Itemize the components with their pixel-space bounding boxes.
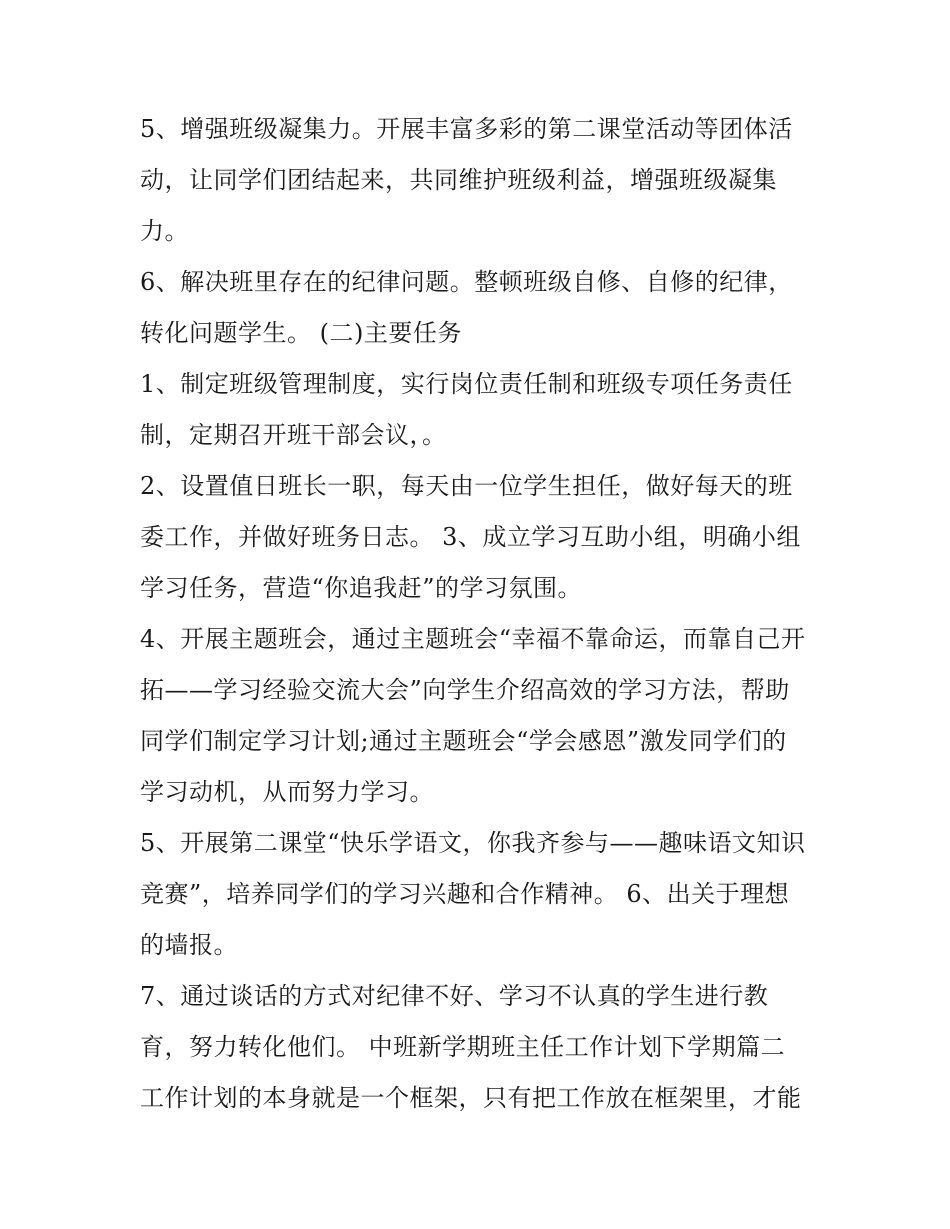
text-line: 2、设置值日班长一职，每天由一位学生担任，做好每天的班 [140, 472, 793, 500]
text-line: 的墙报。 [140, 931, 238, 959]
text-line: 制，定期召开班干部会议，。 [140, 421, 447, 449]
text-line: 学习动机，从而努力学习。 [140, 778, 434, 806]
text-line: 竞赛”，培养同学们的学习兴趣和合作精神。 6、出关于理想 [140, 880, 790, 908]
text-line: 动，让同学们团结起来，共同维护班级利益，增强班级凝集 [140, 166, 777, 194]
text-line: 学习任务，营造“你追我赶”的学习氛围。 [140, 574, 583, 602]
text-line: 力。 [140, 217, 189, 245]
text-line: 5、增强班级凝集力。开展丰富多彩的第二课堂活动等团体活 [140, 115, 793, 143]
text-line: 1、制定班级管理制度，实行岗位责任制和班级专项任务责任 [140, 370, 793, 398]
text-line: 7、通过谈话的方式对纪律不好、学习不认真的学生进行教 [140, 982, 769, 1010]
text-line: 工作计划的本身就是一个框架，只有把工作放在框架里，才能 [140, 1084, 802, 1112]
text-line: 转化问题学生。 (二)主要任务 [140, 319, 462, 347]
text-line: 育，努力转化他们。 中班新学期班主任工作计划下学期篇二 [140, 1033, 786, 1061]
text-line: 6、解决班里存在的纪律问题。整顿班级自修、自修的纪律， [140, 268, 793, 296]
text-line: 5、开展第二课堂“快乐学语文，你我齐参与——趣味语文知识 [140, 829, 806, 857]
text-line: 4、开展主题班会，通过主题班会“幸福不靠命运，而靠自己开 [140, 625, 806, 653]
text-line: 委工作，并做好班务日志。 3、成立学习互助小组，明确小组 [140, 523, 801, 551]
text-line: 拓——学习经验交流大会”向学生介绍高效的学习方法，帮助 [140, 676, 790, 704]
document-body [140, 104, 820, 1124]
text-line: 同学们制定学习计划;通过主题班会“学会感恩”激发同学们的 [140, 727, 787, 755]
